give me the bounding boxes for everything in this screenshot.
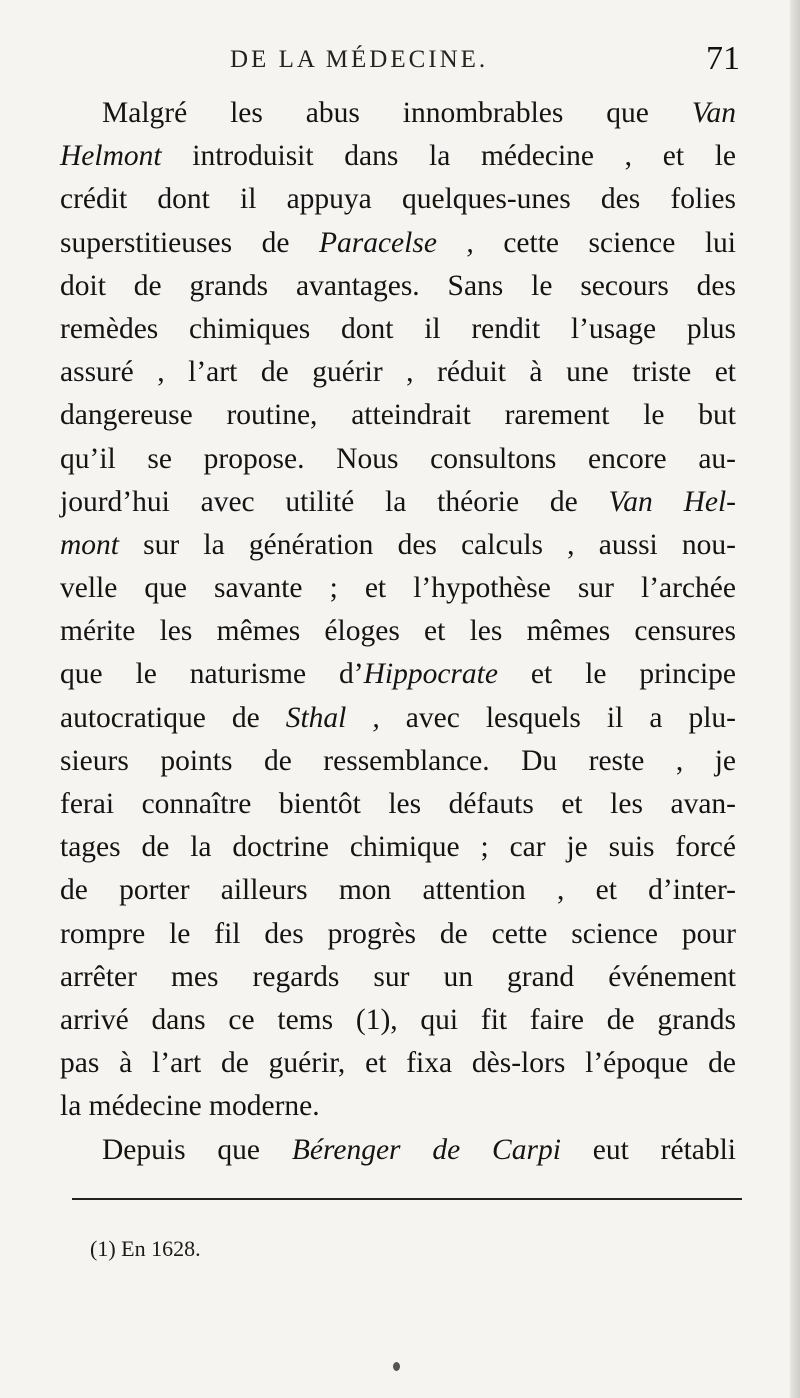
paper-speck <box>393 1362 400 1371</box>
text-line <box>60 869 736 912</box>
text-line <box>60 913 736 956</box>
text-segment: tages de la doctrine chimique ; car je suis forcé <box>60 831 736 864</box>
text-segment: arrêter mes regards sur un grand événement <box>60 960 736 993</box>
text-segment: assuré , l’art de guérir , réduit à une triste et <box>60 356 736 389</box>
text-line <box>60 610 736 653</box>
text-segment: sur la génération des calculs , aussi nou- <box>119 528 736 561</box>
text-segment: velle que savante ; et l’hypothèse sur l’archée <box>60 572 736 605</box>
text-segment: et le principe <box>497 658 736 691</box>
italic-name: Helmont <box>60 140 162 173</box>
text-segment: eut rétabli <box>560 1133 736 1166</box>
italic-name: Paracelse , <box>318 226 474 259</box>
text-segment: pas à l’art de guérir, et fixa dès-lors l’époque de <box>60 1047 736 1080</box>
text-line <box>60 999 736 1042</box>
paragraph <box>60 1129 736 1172</box>
text-segment: jourd’hui avec utilité la théorie de <box>60 485 609 518</box>
body-text <box>60 92 736 1172</box>
text-segment: cette science lui <box>473 226 736 259</box>
page-number: 71 <box>706 40 740 77</box>
text-segment: qu’il se propose. Nous consultons encore au- <box>60 442 736 475</box>
text-segment: remèdes chimiques dont il rendit l’usage plus <box>60 312 736 345</box>
text-line <box>60 135 736 178</box>
text-line <box>60 92 736 135</box>
page-header <box>230 40 740 90</box>
text-segment: rompre le fil des progrès de cette science pour <box>60 917 736 950</box>
text-segment: autocratique de <box>60 701 286 734</box>
text-segment: avec lesquels il a plu- <box>379 701 736 734</box>
text-line <box>60 826 736 869</box>
italic-name: Van <box>691 97 736 129</box>
text-line <box>60 308 736 351</box>
text-segment: ferai connaître bientôt les défauts et les avan- <box>60 788 736 820</box>
text-segment: la médecine moderne. <box>60 1090 320 1123</box>
italic-name: mont <box>60 528 119 561</box>
text-segment: dangereuse routine, atteindrait rarement le but <box>60 399 736 432</box>
text-segment: mérite les mêmes éloges et les mêmes censures <box>60 615 736 648</box>
text-line <box>60 481 736 524</box>
italic-name: Hippocrate <box>363 658 498 691</box>
text-line <box>60 1085 736 1128</box>
text-line <box>60 697 736 740</box>
paragraph <box>60 92 736 1129</box>
text-line <box>60 394 736 437</box>
footnote: (1) En 1628. <box>90 1236 201 1261</box>
text-line <box>60 438 736 481</box>
page-edge-shadow <box>790 0 800 1398</box>
text-segment: de porter ailleurs mon attention , et d’inter- <box>60 874 736 907</box>
text-segment: crédit dont il appuya quelques-unes des folies <box>60 183 736 216</box>
footnote-divider <box>72 1198 742 1200</box>
text-line <box>60 1042 736 1085</box>
text-line <box>60 956 736 999</box>
text-line <box>60 222 736 265</box>
text-segment: Malgré les abus innombrables que <box>102 97 692 129</box>
text-segment: Depuis que <box>102 1133 292 1166</box>
text-line <box>60 740 736 783</box>
text-line <box>60 653 736 696</box>
italic-name: Van Hel- <box>608 485 736 518</box>
italic-name: Sthal , <box>285 701 380 734</box>
text-line <box>60 265 736 308</box>
running-title: DE LA MÉDECINE. <box>230 46 489 73</box>
text-segment: arrivé dans ce tems (1), qui fit faire de grands <box>60 1003 736 1036</box>
text-segment: superstitieuses de <box>60 226 319 259</box>
italic-name: Bérenger de Carpi <box>291 1133 561 1166</box>
text-segment: que le naturisme d’ <box>60 658 364 691</box>
text-segment: sieurs points de ressemblance. Du reste , je <box>60 744 736 777</box>
text-line <box>60 351 736 394</box>
text-line <box>60 1129 736 1172</box>
text-segment: introduisit dans la médecine , et le <box>161 140 736 173</box>
text-line <box>60 524 736 567</box>
text-segment: doit de grands avantages. Sans le secours des <box>60 269 736 302</box>
text-line <box>60 783 736 826</box>
text-line <box>60 178 736 221</box>
text-line <box>60 567 736 610</box>
